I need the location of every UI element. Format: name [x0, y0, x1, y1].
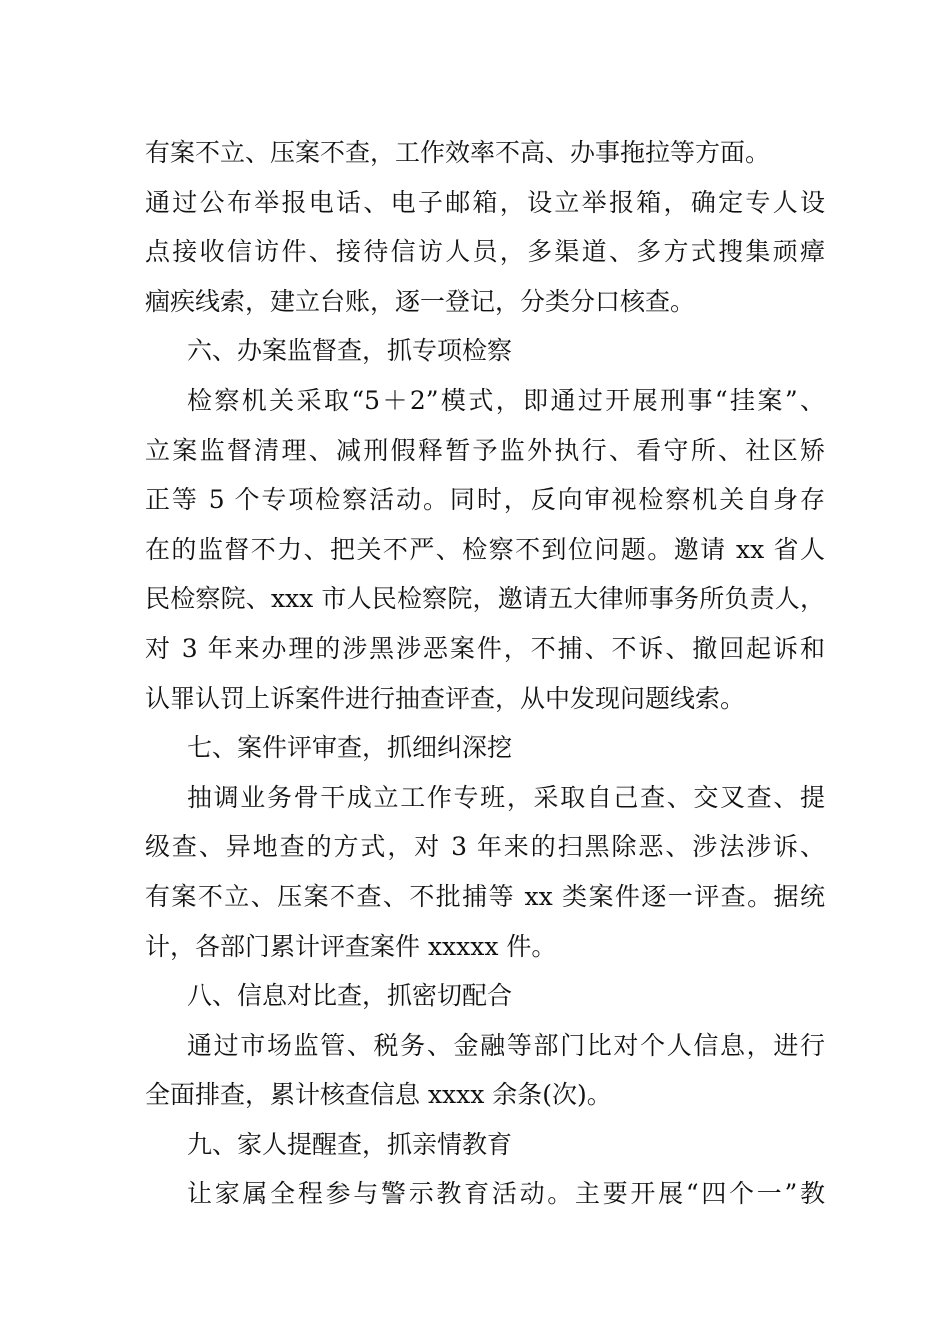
text-line: 通过市场监管、税务、金融等部门比对个人信息，进行 — [187, 1030, 825, 1060]
text-line: 民检察院、xxx 市人民检察院，邀请五大律师事务所负责人， — [145, 584, 825, 614]
section-heading: 八、信息对比查，抓密切配合 — [187, 981, 513, 1011]
text-line: 在的监督不力、把关不严、检察不到位问题。邀请 xx 省人 — [145, 534, 825, 564]
text-line: 立案监督清理、减刑假释暂予监外执行、看守所、社区矫 — [145, 435, 825, 465]
section-heading: 九、家人提醒查，抓亲情教育 — [187, 1129, 513, 1159]
text-line: 让家属全程参与警示教育活动。主要开展“四个一”教 — [187, 1179, 825, 1209]
text-line: 计，各部门累计评查案件 xxxxx 件。 — [145, 931, 557, 961]
text-line: 对 3 年来办理的涉黑涉恶案件，不捕、不诉、撤回起诉和 — [145, 633, 825, 663]
text-line: 痼疾线索，建立台账，逐一登记，分类分口核查。 — [145, 286, 696, 316]
text-line: 认罪认罚上诉案件进行抽查评查，从中发现问题线索。 — [145, 683, 746, 713]
section-heading: 六、办案监督查，抓专项检察 — [187, 336, 513, 366]
text-line: 有案不立、压案不查，工作效率不高、办事拖拉等方面。 — [145, 138, 771, 167]
document-body — [145, 128, 825, 1219]
text-line: 级查、异地查的方式，对 3 年来的扫黑除恶、涉法涉诉、 — [145, 832, 825, 862]
text-line: 有案不立、压案不查、不批捕等 xx 类案件逐一评查。据统 — [145, 881, 825, 911]
text-line: 全面排查，累计核查信息 xxxx 余条(次)。 — [145, 1080, 612, 1110]
text-line: 通过公布举报电话、电子邮箱，设立举报箱，确定专人设 — [145, 187, 825, 217]
section-heading: 七、案件评审查，抓细纠深挖 — [187, 733, 513, 763]
text-line: 检察机关采取“5＋2”模式，即通过开展刑事“挂案”、 — [187, 385, 825, 415]
text-line: 点接收信访件、接待信访人员，多渠道、多方式搜集顽瘴 — [145, 237, 825, 267]
text-line: 正等 5 个专项检察活动。同时，反向审视检察机关自身存 — [145, 485, 825, 515]
text-line: 抽调业务骨干成立工作专班，采取自己查、交叉查、提 — [187, 782, 825, 812]
